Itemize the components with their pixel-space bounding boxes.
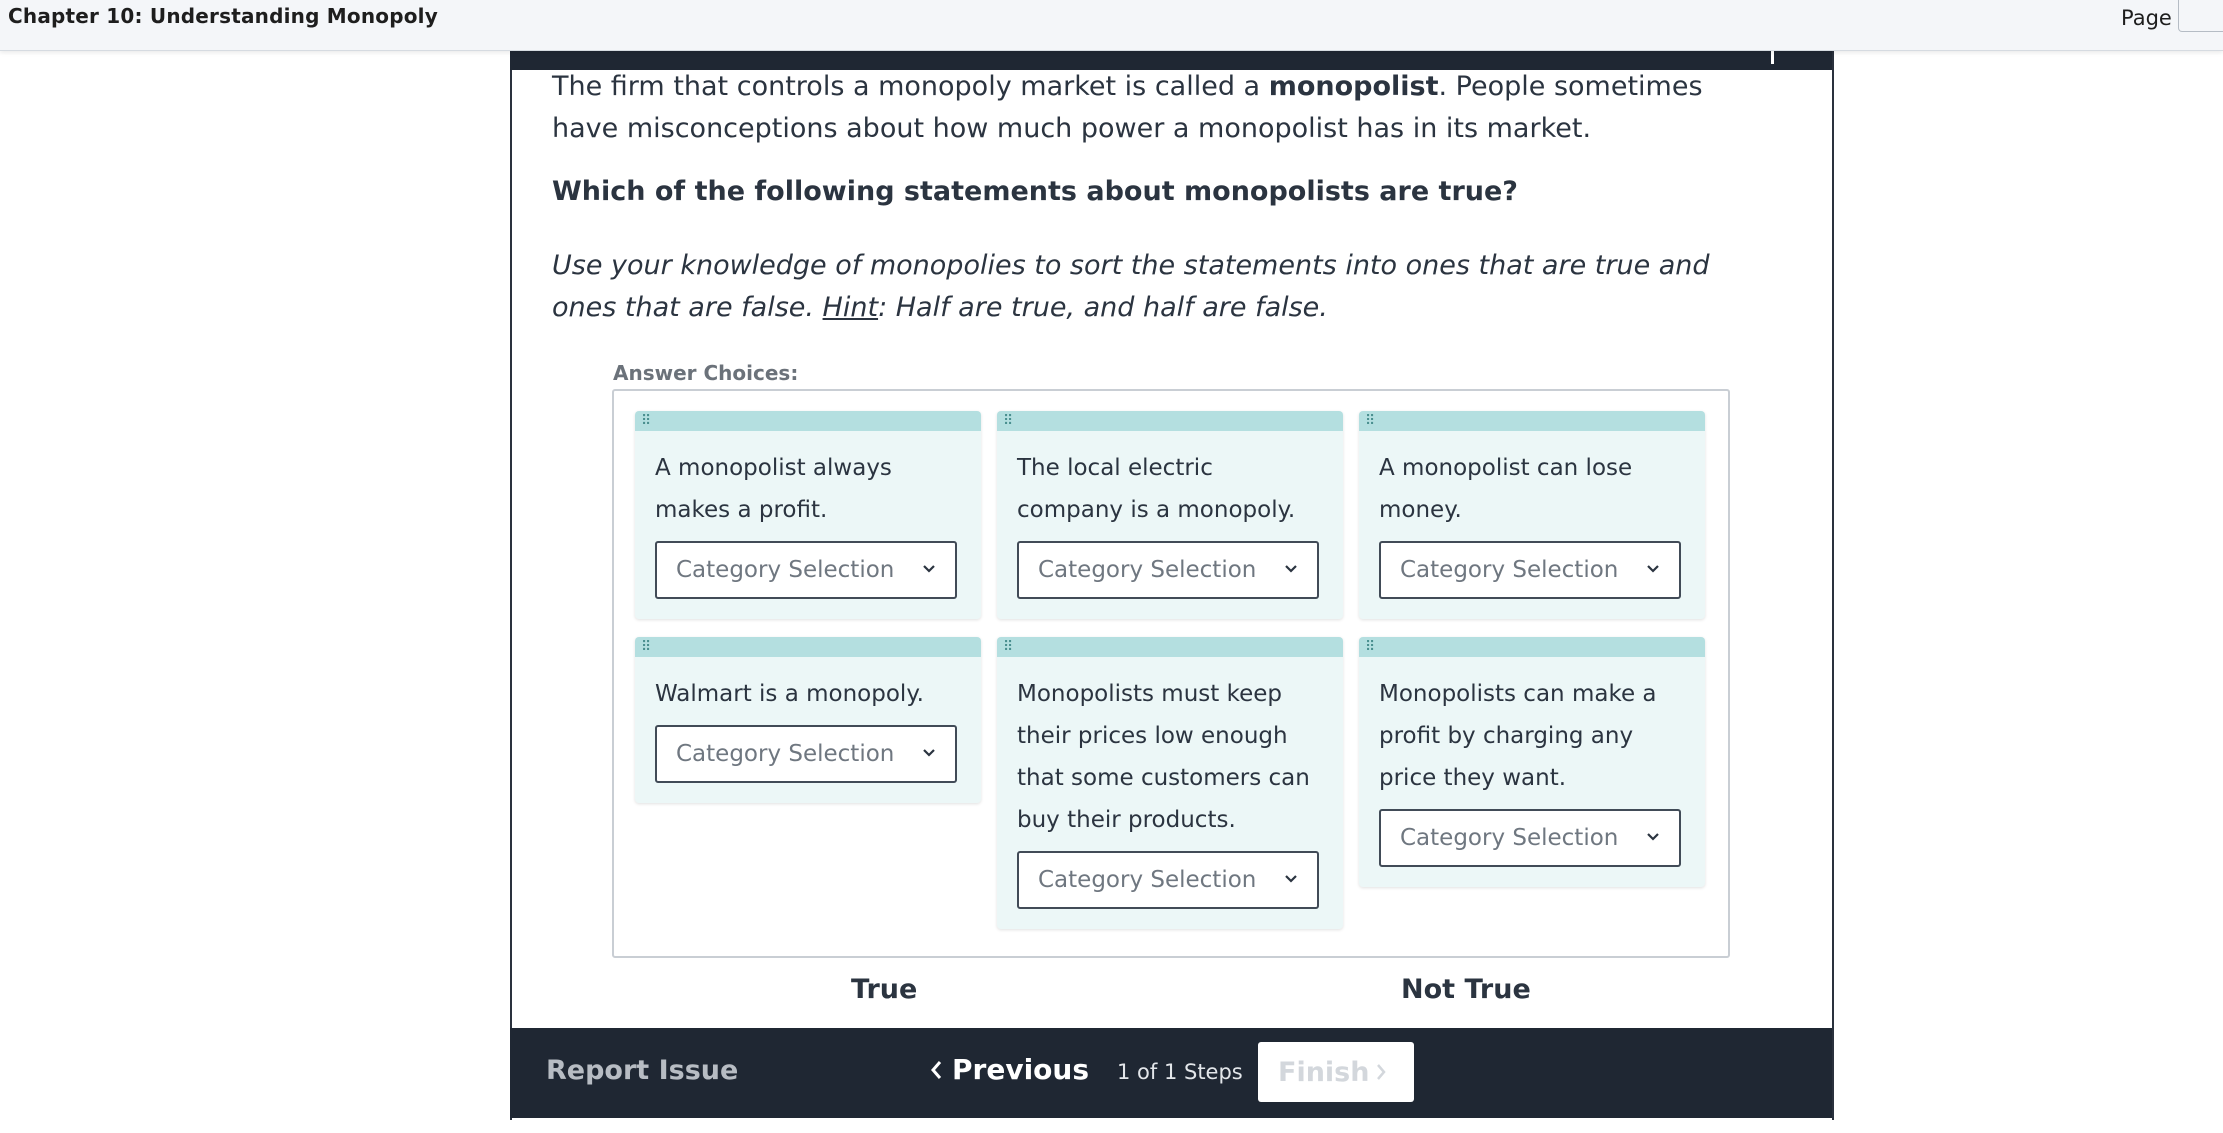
- category-select[interactable]: Category Selection: [655, 725, 957, 783]
- chevron-down-icon: [923, 563, 935, 575]
- answer-card[interactable]: [635, 411, 981, 619]
- drag-handle[interactable]: [635, 411, 981, 431]
- category-select[interactable]: Category Selection: [1017, 541, 1319, 599]
- chevron-down-icon: [1647, 831, 1659, 843]
- card-statement: Monopolists can make a profit by charging any price they want.: [1379, 681, 1657, 791]
- category-select[interactable]: Category Selection: [1017, 851, 1319, 909]
- card-statement: Walmart is a monopoly.: [655, 681, 924, 707]
- page-label: Page: [2121, 6, 2172, 30]
- grip-icon: ⠿: [641, 413, 651, 429]
- intro-paragraph: The firm that controls a monopoly market is called a monopolist. People sometimes have misconceptions about how much power a monopolist has in its market.: [552, 71, 1703, 144]
- chevron-left-icon: [930, 1060, 942, 1080]
- top-bar: [0, 0, 2223, 51]
- chevron-down-icon: [923, 747, 935, 759]
- answer-card[interactable]: [1359, 637, 1705, 887]
- chevron-down-icon: [1285, 563, 1297, 575]
- step-counter: 1 of 1 Steps: [1117, 1060, 1243, 1084]
- grip-icon: ⠿: [1365, 639, 1375, 655]
- answer-card[interactable]: [1359, 411, 1705, 619]
- grip-icon: ⠿: [641, 639, 651, 655]
- category-select[interactable]: Category Selection: [1379, 809, 1681, 867]
- card-statement: The local electric company is a monopoly.: [1017, 455, 1296, 523]
- instructions: Use your knowledge of monopolies to sort the statements into ones that are true and ones that are false. Hint: Half are true, and half are false.: [552, 250, 1710, 323]
- category-true-header: True: [851, 974, 918, 1005]
- card-statement: A monopolist always makes a profit.: [655, 455, 892, 523]
- grip-icon: ⠿: [1003, 413, 1013, 429]
- drag-handle[interactable]: [997, 411, 1343, 431]
- term-monopolist: monopolist: [1268, 71, 1439, 102]
- grip-icon: ⠿: [1003, 639, 1013, 655]
- answer-card[interactable]: [997, 411, 1343, 619]
- finish-button[interactable]: Finish: [1258, 1042, 1414, 1102]
- category-not-true-header: Not True: [1401, 974, 1531, 1005]
- drag-handle[interactable]: [1359, 411, 1705, 431]
- chapter-title: Chapter 10: Understanding Monopoly: [8, 4, 438, 28]
- chevron-right-icon: [1376, 1063, 1386, 1081]
- grip-icon: ⠿: [1365, 413, 1375, 429]
- drag-handle[interactable]: [635, 637, 981, 657]
- card-statement: A monopolist can lose money.: [1379, 455, 1633, 523]
- report-issue-button[interactable]: Report Issue: [546, 1055, 739, 1086]
- hint-link[interactable]: Hint: [822, 292, 879, 323]
- chevron-down-icon: [1285, 873, 1297, 885]
- drag-handle[interactable]: [1359, 637, 1705, 657]
- question-heading: Which of the following statements about monopolists are true?: [552, 176, 1518, 207]
- bottom-nav-bar: [510, 1028, 1832, 1118]
- card-statement: Monopolists must keep their prices low enough that some customers can buy their products.: [1017, 681, 1310, 833]
- answer-card[interactable]: [997, 637, 1343, 929]
- answer-choices-label: Answer Choices:: [613, 361, 799, 385]
- category-select[interactable]: Category Selection: [1379, 541, 1681, 599]
- drag-handle[interactable]: [997, 637, 1343, 657]
- category-select[interactable]: Category Selection: [655, 541, 957, 599]
- page-number-input[interactable]: [2178, 0, 2223, 32]
- answer-card[interactable]: [635, 637, 981, 803]
- previous-button[interactable]: Previous: [930, 1053, 1089, 1086]
- chevron-down-icon: [1647, 563, 1659, 575]
